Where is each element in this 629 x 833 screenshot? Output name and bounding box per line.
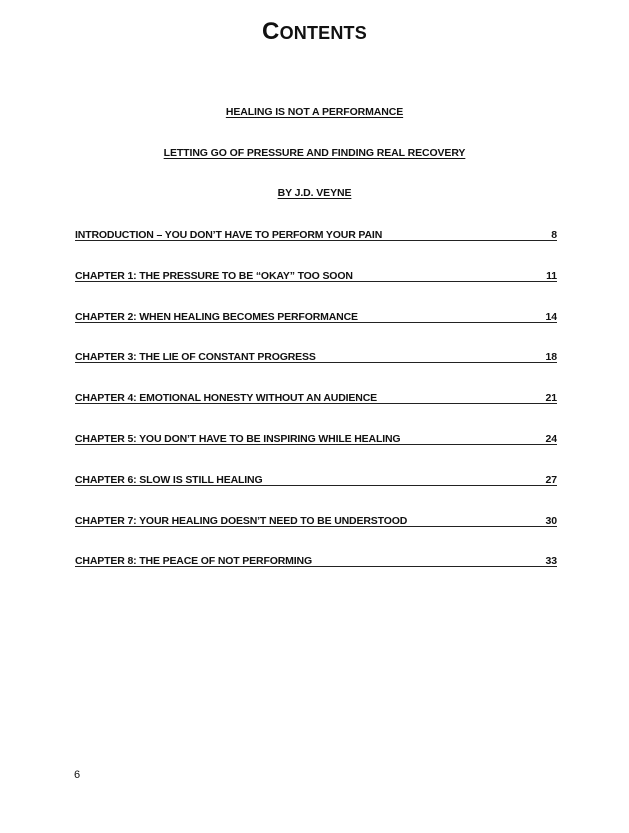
table-of-contents bbox=[75, 228, 557, 595]
toc-entry-introduction[interactable] bbox=[75, 228, 557, 269]
toc-entry-page: 24 bbox=[545, 432, 557, 445]
toc-entry-label: CHAPTER 4: EMOTIONAL HONESTY WITHOUT AN AUDIENCE bbox=[75, 392, 377, 405]
toc-entry-label: CHAPTER 5: YOU DON’T HAVE TO BE INSPIRING WHILE HEALING bbox=[75, 432, 401, 445]
toc-entry-page: 21 bbox=[545, 392, 557, 405]
toc-entry-label: CHAPTER 2: WHEN HEALING BECOMES PERFORMANCE bbox=[75, 310, 358, 323]
author-link[interactable]: BY J.D. VEYNE bbox=[277, 187, 352, 199]
toc-entry-chapter-5[interactable] bbox=[75, 432, 557, 473]
page-number: 6 bbox=[74, 769, 81, 781]
toc-entry-label: CHAPTER 7: YOUR HEALING DOESN’T NEED TO BE UNDERSTOOD bbox=[75, 514, 408, 527]
toc-entry-label: CHAPTER 8: THE PEACE OF NOT PERFORMING bbox=[75, 555, 312, 568]
toc-entry-chapter-8[interactable] bbox=[75, 554, 557, 595]
toc-entry-chapter-6[interactable] bbox=[75, 473, 557, 514]
toc-entry-chapter-1[interactable] bbox=[75, 269, 557, 310]
toc-entry-page: 33 bbox=[545, 555, 557, 568]
toc-entry-label: CHAPTER 6: SLOW IS STILL HEALING bbox=[75, 473, 263, 486]
toc-entry-chapter-4[interactable] bbox=[75, 391, 557, 432]
book-title-link[interactable]: HEALING IS NOT A PERFORMANCE bbox=[225, 106, 404, 118]
toc-entry-page: 11 bbox=[546, 269, 557, 282]
page-title-initial: C bbox=[262, 18, 280, 45]
toc-entry-page: 18 bbox=[545, 351, 557, 364]
toc-entry-page: 30 bbox=[545, 514, 557, 527]
book-subtitle-link[interactable]: LETTING GO OF PRESSURE AND FINDING REAL RECOVERY bbox=[163, 147, 466, 159]
toc-entry-chapter-3[interactable] bbox=[75, 350, 557, 391]
toc-entry-page: 27 bbox=[545, 473, 557, 486]
toc-entry-chapter-2[interactable] bbox=[75, 310, 557, 351]
toc-entry-label: INTRODUCTION – YOU DON’T HAVE TO PERFORM YOUR PAIN bbox=[75, 229, 383, 241]
toc-entry-chapter-7[interactable] bbox=[75, 514, 557, 555]
toc-entry-label: CHAPTER 3: THE LIE OF CONSTANT PROGRESS bbox=[75, 351, 316, 364]
toc-entry-label: CHAPTER 1: THE PRESSURE TO BE “OKAY” TOO SOON bbox=[75, 269, 353, 282]
toc-entry-page: 8 bbox=[551, 229, 557, 241]
page-title-rest: ONTENTS bbox=[279, 23, 367, 43]
toc-entry-page: 14 bbox=[545, 310, 557, 323]
page-title bbox=[0, 18, 629, 46]
